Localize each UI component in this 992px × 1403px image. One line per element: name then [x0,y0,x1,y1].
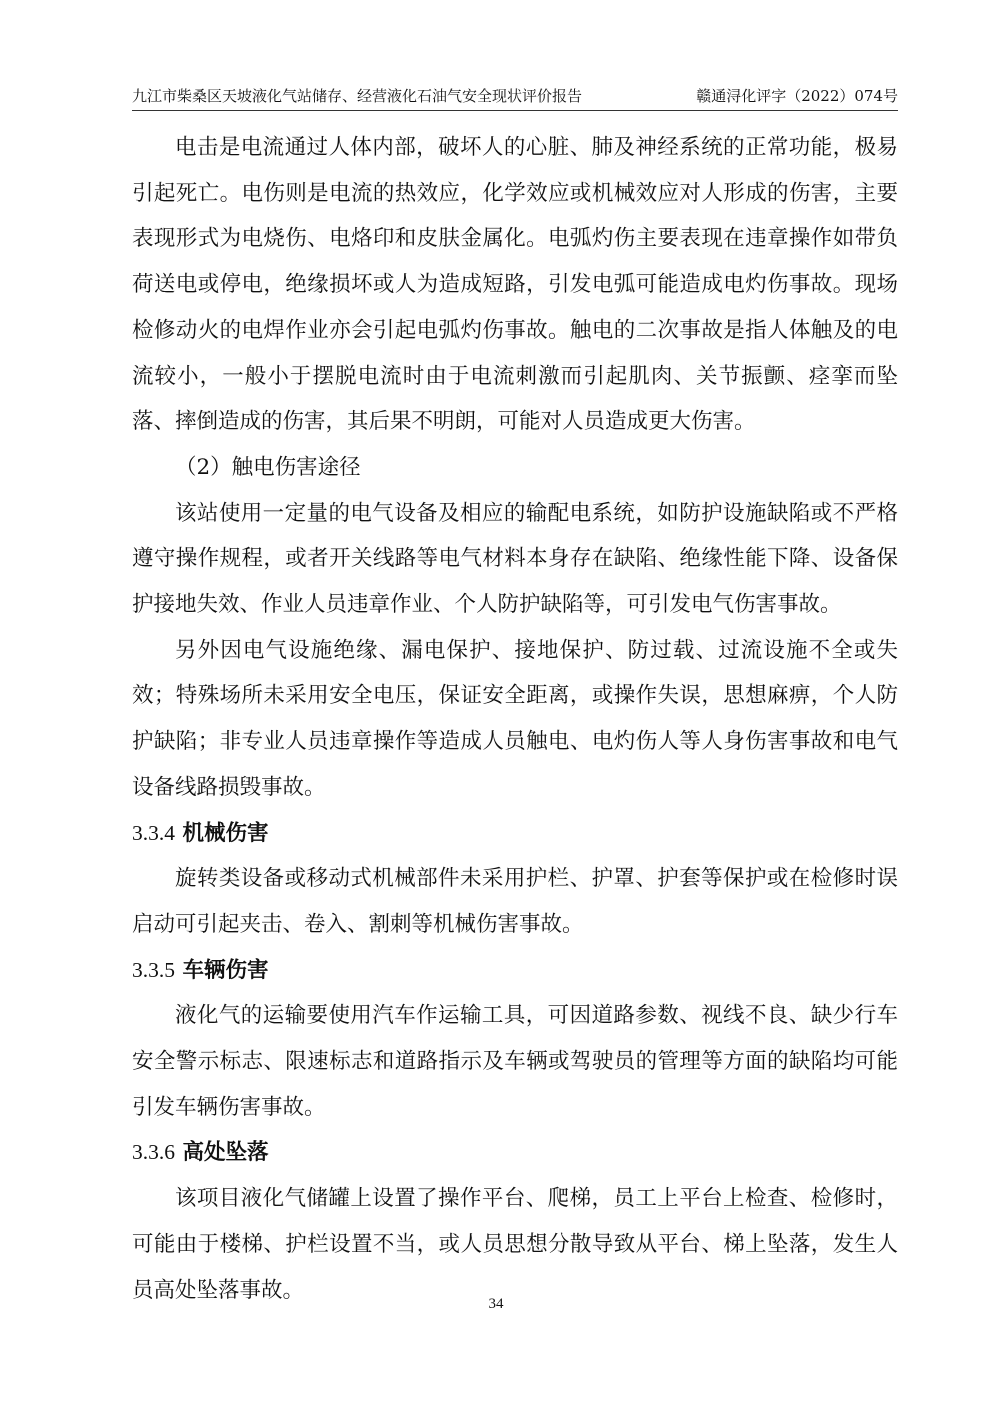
section-title: 机械伤害 [182,820,269,846]
section-number: 3.3.4 [132,820,175,845]
page-header [132,86,898,106]
section-number: 3.3.5 [132,957,175,982]
header-document-number: 赣通浔化评字（2022）074号 [696,87,898,105]
section-heading-vehicle-injury [132,948,898,994]
paragraph-electric-shock: 电击是电流通过人体内部，破坏人的心脏、肺及神经系统的正常功能，极易引起死亡。电伤则是电流的热效应，化学效应或机械效应对人形成的伤害，主要表现形式为电烧伤、电烙印和皮肤金属化。电弧灼伤主要表现在违章操作如带负荷送电或停电，绝缘损坏或人为造成短路，引发电弧可能造成电灼伤事故。现场检修动火的电焊作业亦会引起电弧灼伤事故。触电的二次事故是指人体触及的电流较小，一般小于摆脱电流时由于电流刺激而引起肌肉、关节振颤、痉挛而坠落、摔倒造成的伤害，其后果不明朗，可能对人员造成更大伤害。 [132,135,898,435]
paragraph-fall-from-height: 该项目液化气储罐上设置了操作平台、爬梯，员工上平台上检查、检修时，可能由于楼梯、护栏设置不当，或人员思想分散导致从平台、梯上坠落，发生人员高处坠落事故。 [132,1186,898,1303]
section-title: 高处坠落 [182,1140,269,1166]
paragraph-electrical-failures: 另外因电气设施绝缘、漏电保护、接地保护、防过载、过流设施不全或失效；特殊场所未采用安全电压，保证安全距离，或操作失误，思想麻痹，个人防护缺陷；非专业人员违章操作等造成人员触电、电灼伤人等人身伤害事故和电气设备线路损毁事故。 [132,637,898,800]
subheading-shock-hazard-paths: （2）触电伤害途径 [175,454,361,480]
document-body [132,125,898,1313]
paragraph-electrical-equipment: 该站使用一定量的电气设备及相应的输配电系统，如防护设施缺陷或不严格遵守操作规程，或者开关线路等电气材料本身存在缺陷、绝缘性能下降、设备保护接地失效、作业人员违章作业、个人防护缺陷等，可引发电气伤害事故。 [132,500,898,618]
section-title: 车辆伤害 [182,957,269,983]
page-number: 34 [488,1296,504,1312]
section-heading-fall-from-height [132,1130,898,1176]
paragraph-mechanical-injury: 旋转类设备或移动式机械部件未采用护栏、护罩、护套等保护或在检修时误启动可引起夹击、卷入、割刺等机械伤害事故。 [132,866,898,937]
header-divider [132,110,898,111]
header-report-title: 九江市柴桑区天坡液化气站储存、经营液化石油气安全现状评价报告 [132,87,583,105]
section-heading-mechanical-injury [132,811,898,857]
paragraph-vehicle-injury: 液化气的运输要使用汽车作运输工具，可因道路参数、视线不良、缺少行车安全警示标志、限速标志和道路指示及车辆或驾驶员的管理等方面的缺陷均可能引发车辆伤害事故。 [132,1003,898,1120]
section-number: 3.3.6 [132,1140,175,1165]
